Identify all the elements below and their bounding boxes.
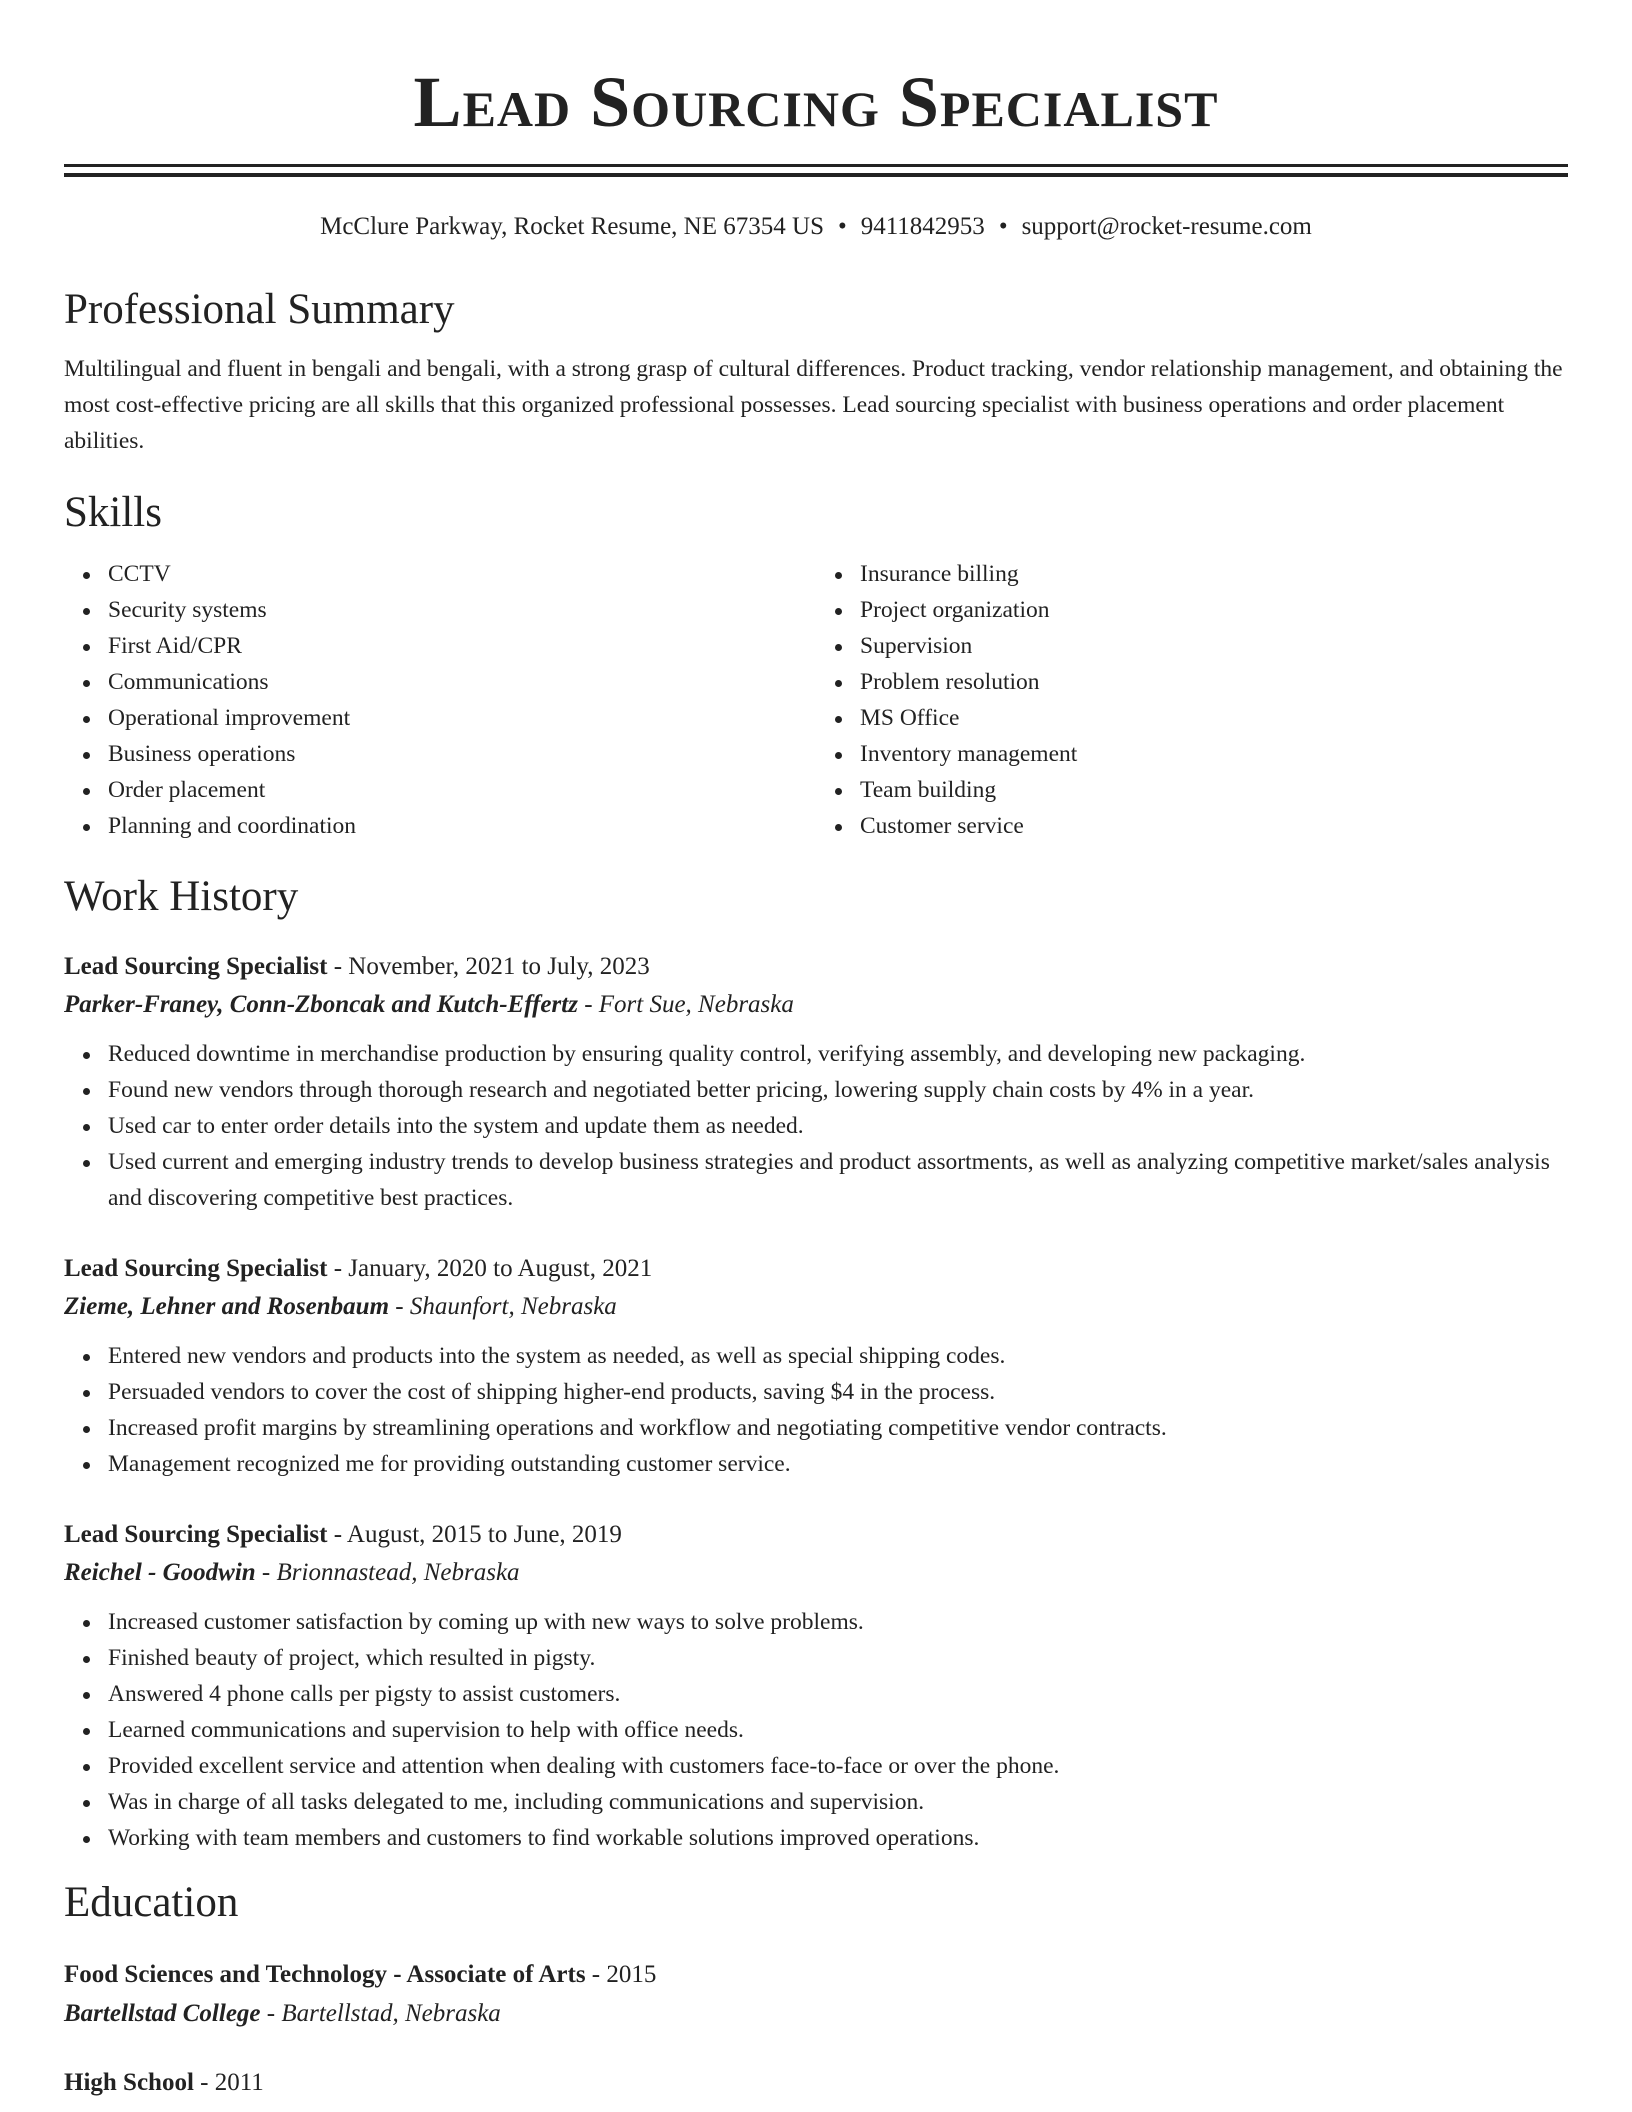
- skill-item: MS Office: [860, 700, 1568, 736]
- contact-separator: •: [998, 213, 1008, 240]
- skill-item: Insurance billing: [860, 556, 1568, 592]
- contact-separator: •: [837, 213, 847, 240]
- job-bullets: [64, 1036, 1568, 1216]
- skills-heading: Skills: [64, 489, 162, 536]
- job-bullet: Management recognized me for providing outstanding customer service.: [108, 1446, 1568, 1482]
- job-title-line: Lead Sourcing Specialist - August, 2015 to June, 2019: [64, 1521, 622, 1548]
- summary-text: Multilingual and fluent in bengali and bengali, with a strong grasp of cultural differences. Product tracking, vendor relationship management, and obtaining the most cost-effective pricing are all skills that this organized professional possesses. Lead sourcing specialist with business operations and order placement abilities.: [64, 356, 1563, 454]
- job-bullet: Entered new vendors and products into the system as needed, as well as special shipping codes.: [108, 1338, 1568, 1374]
- job-title-line: Lead Sourcing Specialist - January, 2020 to August, 2021: [64, 1255, 653, 1282]
- job-bullet: Persuaded vendors to cover the cost of shipping higher-end products, saving $4 in the process.: [108, 1374, 1568, 1410]
- skill-item: Problem resolution: [860, 664, 1568, 700]
- skill-item: Order placement: [108, 772, 816, 808]
- title-divider-top: [64, 164, 1568, 167]
- skills-list-right: [816, 556, 1568, 844]
- job-entry: [64, 1516, 1568, 1856]
- job-title: Lead Sourcing Specialist: [64, 1255, 328, 1282]
- education-year: 2015: [606, 1961, 657, 1988]
- skill-item: Inventory management: [860, 736, 1568, 772]
- work-history-heading: Work History: [64, 873, 299, 920]
- job-company: Zieme, Lehner and Rosenbaum: [64, 1293, 390, 1320]
- job-bullet: Increased customer satisfaction by coming up with new ways to solve problems.: [108, 1604, 1568, 1640]
- job-title-line: Lead Sourcing Specialist - November, 2021 to July, 2023: [64, 953, 650, 980]
- job-entry: [64, 1250, 1568, 1482]
- skill-item: Supervision: [860, 628, 1568, 664]
- skills-list-left: [64, 556, 816, 844]
- job-bullet: Working with team members and customers to find workable solutions improved operations.: [108, 1820, 1568, 1856]
- job-location: Fort Sue, Nebraska: [598, 991, 794, 1018]
- job-bullet: Answered 4 phone calls per pigsty to assist customers.: [108, 1676, 1568, 1712]
- job-company-line: Zieme, Lehner and Rosenbaum - Shaunfort, Nebraska: [64, 1293, 617, 1320]
- education-degree-line: High School - 2011: [64, 2069, 264, 2096]
- job-title: Lead Sourcing Specialist: [64, 1521, 328, 1548]
- contact-line: [64, 211, 1568, 243]
- education-entry: [64, 1956, 1568, 2034]
- education-year: 2011: [214, 2069, 264, 2096]
- skill-item: Team building: [860, 772, 1568, 808]
- job-location: Brionnastead, Nebraska: [276, 1559, 520, 1586]
- job-bullets: [64, 1604, 1568, 1856]
- job-bullet: Learned communications and supervision to help with office needs.: [108, 1712, 1568, 1748]
- skill-item: Business operations: [108, 736, 816, 772]
- contact-phone: 9411842953: [860, 213, 985, 240]
- job-bullet: Found new vendors through thorough research and negotiated better pricing, lowering supply chain costs by 4% in a year.: [108, 1072, 1568, 1108]
- education-school-line: Bartellstad College - Bartellstad, Nebraska: [64, 2000, 501, 2027]
- job-dates: January, 2020 to August, 2021: [348, 1255, 653, 1282]
- skill-item: Security systems: [108, 592, 816, 628]
- skill-item: First Aid/CPR: [108, 628, 816, 664]
- education-entry: [64, 2064, 1568, 2102]
- job-bullet: Used car to enter order details into the system and update them as needed.: [108, 1108, 1568, 1144]
- education-degree-line: Food Sciences and Technology - Associate of Arts - 2015: [64, 1961, 657, 1988]
- summary-heading: Professional Summary: [64, 286, 455, 333]
- education-degree: High School: [64, 2069, 194, 2096]
- education-location: Bartellstad, Nebraska: [281, 2000, 501, 2027]
- contact-address: McClure Parkway, Rocket Resume, NE 67354 US: [320, 213, 824, 240]
- title-divider-bottom: [64, 173, 1568, 177]
- job-bullet: Finished beauty of project, which resulted in pigsty.: [108, 1640, 1568, 1676]
- job-bullet: Increased profit margins by streamlining operations and workflow and negotiating competitive vendor contracts.: [108, 1410, 1568, 1446]
- contact-email: support@rocket-resume.com: [1021, 213, 1312, 240]
- job-title: Lead Sourcing Specialist: [64, 953, 328, 980]
- skill-item: Project organization: [860, 592, 1568, 628]
- education-school: Bartellstad College: [64, 2000, 261, 2027]
- job-bullets: [64, 1338, 1568, 1482]
- skill-item: Operational improvement: [108, 700, 816, 736]
- resume-title: Lead Sourcing Specialist: [413, 62, 1219, 142]
- job-bullet: Reduced downtime in merchandise production by ensuring quality control, verifying assembly, and developing new packaging.: [108, 1036, 1568, 1072]
- education-heading: Education: [64, 1879, 239, 1926]
- job-company-line: Parker-Franey, Conn-Zboncak and Kutch-Effertz - Fort Sue, Nebraska: [64, 991, 794, 1018]
- skill-item: Communications: [108, 664, 816, 700]
- skill-item: CCTV: [108, 556, 816, 592]
- skill-item: Customer service: [860, 808, 1568, 844]
- job-bullet: Used current and emerging industry trends to develop business strategies and product assortments, as well as analyzing competitive market/sales analysis and discovering competitive best practices.: [108, 1144, 1568, 1216]
- education-degree: Food Sciences and Technology - Associate of Arts: [64, 1961, 586, 1988]
- skill-item: Planning and coordination: [108, 808, 816, 844]
- job-bullet: Was in charge of all tasks delegated to me, including communications and supervision.: [108, 1784, 1568, 1820]
- job-company-line: Reichel - Goodwin - Brionnastead, Nebraska: [64, 1559, 520, 1586]
- job-company: Reichel - Goodwin: [64, 1559, 256, 1586]
- job-dates: August, 2015 to June, 2019: [346, 1521, 622, 1548]
- job-entry: [64, 948, 1568, 1216]
- job-bullet: Provided excellent service and attention when dealing with customers face-to-face or over the phone.: [108, 1748, 1568, 1784]
- job-dates: November, 2021 to July, 2023: [348, 953, 650, 980]
- skills-columns: [64, 556, 1568, 844]
- job-company: Parker-Franey, Conn-Zboncak and Kutch-Effertz: [64, 991, 578, 1018]
- job-location: Shaunfort, Nebraska: [409, 1293, 617, 1320]
